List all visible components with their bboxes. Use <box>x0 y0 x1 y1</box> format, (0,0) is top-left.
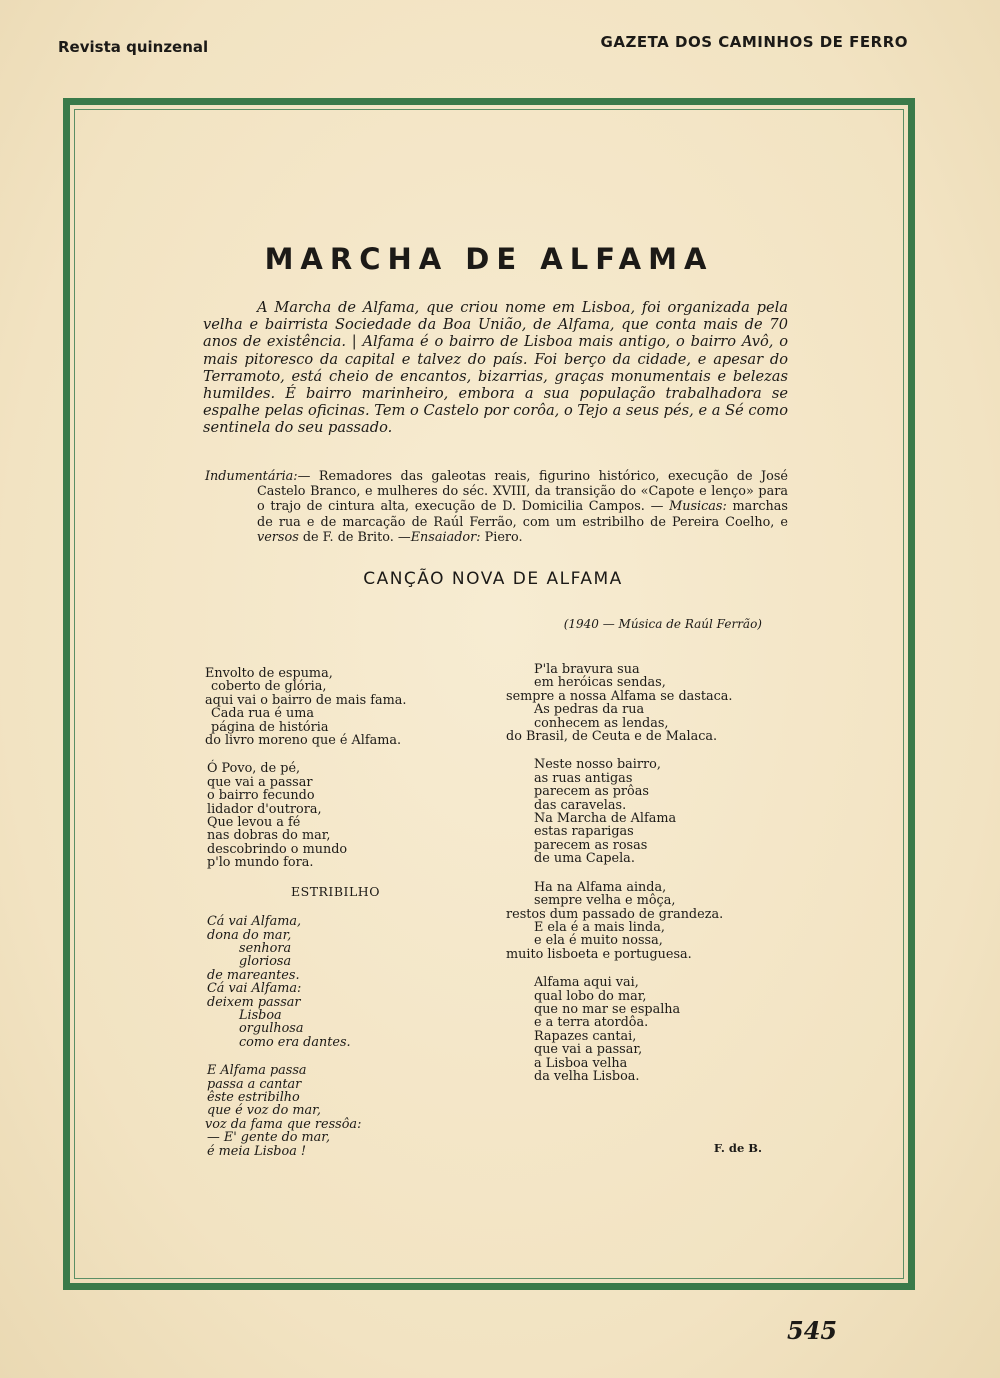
text-versos: de F. de Brito. — <box>302 529 411 545</box>
poem-line: Ha na Alfama ainda, <box>534 879 667 895</box>
stanza-left-3 <box>205 915 525 1049</box>
poem-line: senhora <box>239 940 292 956</box>
poem-line: descobrindo o mundo <box>207 841 348 857</box>
poem-line: conhecem as lendas, <box>534 715 669 731</box>
signature: F. de B. <box>713 1141 762 1155</box>
poem-line: do Brasil, de Ceuta e de Malaca. <box>506 729 718 745</box>
text-musicas: marchas de rua e de marcação de Raúl Ferrão, com um estribilho de Pereira Coelho, e <box>257 499 788 530</box>
article-intro: A Marcha de Alfama, que criou nome em Lisboa, foi organizada pela velha e bairrista Sociedade da Boa União, de Alfama, que conta mais de 70 anos de existência. | Alfama é o bairro de Lisboa mais antigo, o bairro Avô, o mais pitoresco da capital e talvez do país. Foi berço da cidade, e apesar do Terramoto, está cheio de encantos, bizarrias, graças monumentais e belezas humildes. É bairro marinheiro, embora a sua população trabalhadora se espalhe pelas oficinas. Tem o Castelo por corôa, o Tejo a seus pés, e a Sé como sentinela do seu passado. <box>203 299 788 437</box>
label-musicas: Musicas: <box>669 499 727 515</box>
lyrics-right-column <box>506 663 806 1098</box>
poem-line: parecem as prôas <box>534 784 649 800</box>
poem-line: Rapazes cantai, <box>534 1028 637 1044</box>
poem-line: de mareantes. <box>207 967 300 983</box>
poem-line: orgulhosa <box>239 1021 304 1037</box>
poem-line: do livro moreno que é Alfama. <box>205 733 402 749</box>
poem-line: sempre a nossa Alfama se dastaca. <box>506 688 733 704</box>
poem-line: gloriosa <box>239 954 292 970</box>
poem-line: restos dum passado de grandeza. <box>506 906 724 922</box>
poem-line: que é voz do mar, <box>207 1103 321 1119</box>
poem-line: parecem as rosas <box>534 837 648 853</box>
lyrics-left-column <box>205 667 525 1173</box>
poem-line: coberto de glória, <box>211 679 327 695</box>
poem-line: estas raparigas <box>534 824 634 840</box>
poem-line: nas dobras do mar, <box>207 828 331 844</box>
stanza-right-4 <box>506 976 806 1083</box>
label-versos: versos <box>257 529 299 545</box>
header-right: GAZETA DOS CAMINHOS DE FERRO <box>600 33 908 51</box>
song-title: CANÇÃO NOVA DE ALFAMA <box>363 569 623 589</box>
poem-line: página de história <box>211 719 329 735</box>
poem-line: p'lo mundo fora. <box>207 855 314 871</box>
poem-line: o bairro fecundo <box>207 788 315 804</box>
poem-line: e a terra atordôa. <box>534 1015 649 1031</box>
poem-line: da velha Lisboa. <box>534 1068 640 1084</box>
poem-line: Que levou a fé <box>207 815 301 831</box>
text-ensaiador: Piero. <box>484 529 523 545</box>
poem-line: E Alfama passa <box>207 1063 307 1079</box>
song-credit: (1940 — Música de Raúl Ferrão) <box>563 617 762 631</box>
estribilho-label: ESTRIBILHO <box>291 883 380 899</box>
stanza-left-2 <box>205 762 525 869</box>
poem-line: como era dantes. <box>239 1034 351 1050</box>
text-indumentaria: — Remadores das galeotas reais, figurino histórico, execução de José Castelo Branco, e mulheres do séc. XVIII, da transição do «Capote e lenço» para o trajo de cintura alta, execução de D. Domicilia Campos. — <box>257 469 788 515</box>
poem-line: As pedras da rua <box>534 702 645 718</box>
poem-line: P'la bravura sua <box>534 662 640 677</box>
poem-line: qual lobo do mar, <box>534 988 647 1004</box>
poem-line: Neste nosso bairro, <box>534 757 661 773</box>
poem-line: Na Marcha de Alfama <box>534 811 677 827</box>
stanza-right-2 <box>506 758 806 865</box>
poem-line: e ela é muito nossa, <box>534 933 663 949</box>
page-number: 545 <box>787 1316 838 1345</box>
header-left: Revista quinzenal <box>58 38 209 56</box>
label-indumentaria: Indumentária: <box>205 469 298 484</box>
poem-line: Alfama aqui vai, <box>534 975 639 991</box>
poem-line: de uma Capela. <box>534 851 635 867</box>
stanza-left-4 <box>205 1064 525 1158</box>
green-frame <box>63 98 915 1290</box>
poem-line: as ruas antigas <box>534 770 633 786</box>
poem-line: passa a cantar <box>207 1076 302 1092</box>
poem-line: êste estribilho <box>207 1089 300 1105</box>
poem-line: voz da fama que ressôa: <box>205 1116 362 1132</box>
poem-line: a Lisboa velha <box>534 1055 628 1071</box>
poem-line: dona do mar, <box>207 927 292 943</box>
poem-line: E ela é a mais linda, <box>534 919 665 935</box>
label-ensaiador: Ensaiador: <box>410 529 481 545</box>
production-notes <box>205 469 788 545</box>
poem-line: — E' gente do mar, <box>207 1130 331 1146</box>
stanza-left-1 <box>205 667 525 747</box>
poem-line: das caravelas. <box>534 797 627 813</box>
poem-line: Lisboa <box>239 1007 282 1023</box>
poem-line: Ó Povo, de pé, <box>207 761 301 777</box>
poem-line: Envolto de espuma, <box>205 666 333 681</box>
poem-line: Cada rua é uma <box>211 706 315 722</box>
poem-line: Cá vai Alfama, <box>207 914 302 930</box>
poem-line: Cá vai Alfama: <box>207 981 302 997</box>
poem-line: lidador d'outrora, <box>207 801 322 817</box>
poem-line: é meia Lisboa ! <box>207 1143 307 1159</box>
poem-line: que no mar se espalha <box>534 1001 681 1017</box>
poem-line: em heróicas sendas, <box>534 675 666 691</box>
poem-line: sempre velha e môça, <box>534 893 676 909</box>
poem-line: muito lisboeta e portuguesa. <box>506 946 692 962</box>
article-title: MARCHA DE ALFAMA <box>264 242 714 276</box>
stanza-right-3 <box>506 881 806 961</box>
poem-line: aqui vai o bairro de mais fama. <box>205 692 407 708</box>
stanza-right-1 <box>506 663 806 743</box>
poem-line: deixem passar <box>207 994 301 1010</box>
poem-line: que vai a passar, <box>534 1042 643 1058</box>
poem-line: que vai a passar <box>207 774 313 790</box>
